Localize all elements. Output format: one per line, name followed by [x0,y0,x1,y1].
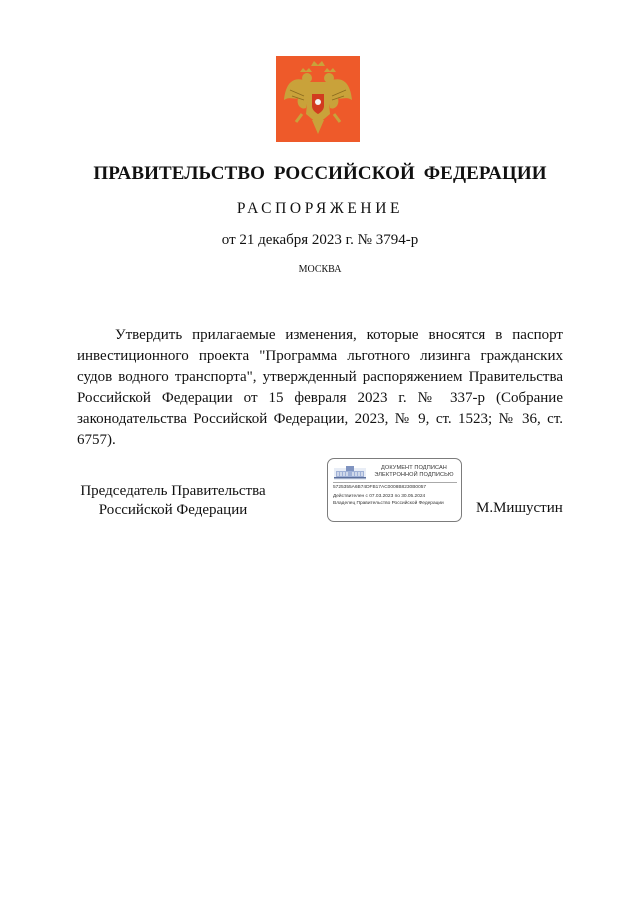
stamp-validity: Действителен с 07.03.2023 по 30.05.2024 [333,494,426,499]
government-building-icon [334,466,366,480]
signer-name: М.Мишустин [476,500,563,516]
document-type: РАСПОРЯЖЕНИЕ [236,200,404,217]
stamp-heading-line: ЭЛЕКТРОННОЙ ПОДПИСЬЮ [374,472,454,478]
order-paragraph: Утвердить прилагаемые изменения, которые вносятся в паспорт инвестиционного проекта "Программа льготного лизинга гражданских судов водного транспорта", утвержденный распоряжением Правительства Российской Федерации от 15 февраля 2023 г. № 337-р (Собрание законодательства Российской Федерации, 2023, № 9, ст. 1523; № 36, ст. 6757). [77,327,563,448]
electronic-signature-stamp [327,458,462,522]
document-date-number: от 21 декабря 2023 г. № 3794-р [221,232,419,248]
stamp-divider [333,482,457,483]
stamp-heading [370,465,458,479]
stamp-serial: 5725355A6B74DFB17AC0008B8230B0057 [333,485,427,490]
document-city: МОСКВА [298,264,342,275]
government-title: ПРАВИТЕЛЬСТВО РОССИЙСКОЙ ФЕДЕРАЦИИ [93,163,547,184]
russian-coat-of-arms-icon [276,56,360,142]
signer-position-line: Российской Федерации [98,502,248,518]
stamp-owner: Владелец Правительство Российской Федерации [333,501,444,506]
signer-position [72,482,274,520]
signer-position-line: Председатель Правительства [80,483,266,499]
stamp-heading-line: ДОКУМЕНТ ПОДПИСАН [381,465,447,471]
